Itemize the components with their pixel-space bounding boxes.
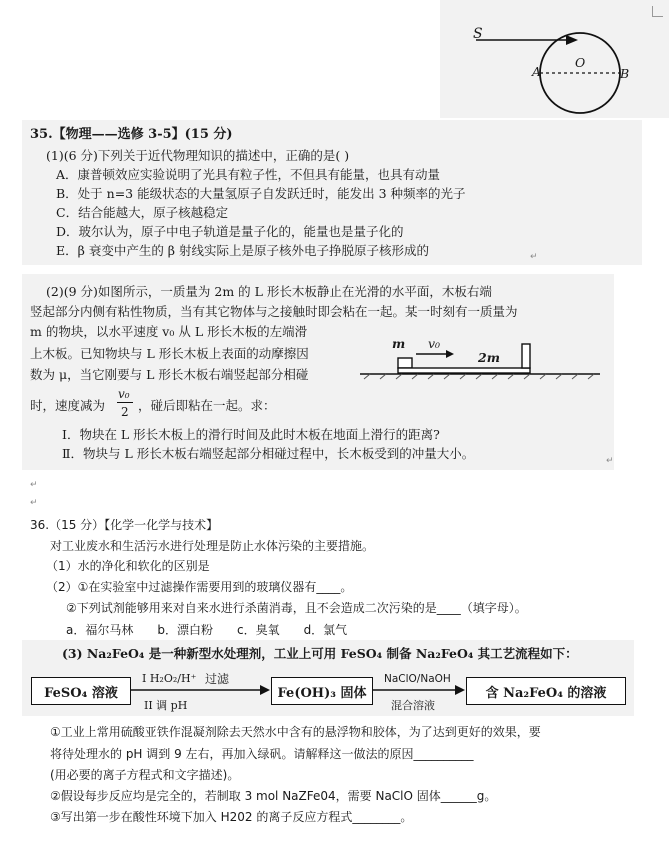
- label-b: B: [620, 66, 630, 81]
- flow-box-na2feo4: 含 Na₂FeO₄ 的溶液: [466, 677, 626, 705]
- q35-p2-line6a: 时，速度减为: [30, 398, 106, 413]
- q35-option-a: A．康普顿效应实验说明了光具有粒子性，不但具有能量，也具有动量: [56, 167, 441, 182]
- flow-arrow-2-head: [455, 685, 465, 695]
- q36-3c: ③写出第一步在酸性环境下加入 H202 的离子反应方程式________。: [50, 810, 413, 824]
- q35-sub2: Ⅱ．物块与 L 形长木板右端竖起部分相碰过程中，长木板受到的冲量大小。: [62, 446, 475, 461]
- q35-frac-num: v₀: [118, 387, 130, 401]
- fig-label-v0: v₀: [428, 336, 441, 351]
- q35-sub1: Ⅰ．物块在 L 形长木板上的滑行时间及此时木板在地面上滑行的距离?: [62, 427, 440, 442]
- q35-p1-intro: (1)(6 分)下列关于近代物理知识的描述中，正确的是( ): [46, 148, 350, 163]
- page-corner-mark: [652, 6, 663, 17]
- q36-p2b: ②下列试剂能够用来对自来水进行杀菌消毒，且不会造成二次污染的是____（填字母）。: [66, 601, 527, 615]
- q35-option-d: D．玻尔认为，原子中电子轨道是量子化的，能量也是量子化的: [56, 224, 404, 239]
- q36-p2: （2）①在实验室中过滤操作需要用到的玻璃仪器有____。: [46, 580, 353, 594]
- q36-3a-line1: ①工业上常用硫酸亚铁作混凝剂除去天然水中含有的悬浮物和胶体，为了达到更好的效果，要: [50, 725, 541, 739]
- flow-step2-bottom: 混合溶液: [391, 699, 435, 712]
- q35-p2-line4: 上木板。已知物块与 L 形长木板上表面的动摩擦因: [30, 346, 309, 361]
- label-o: O: [575, 55, 586, 70]
- flow-step1-top: I H₂O₂/H⁺: [142, 672, 197, 685]
- fig-label-2m: 2m: [478, 350, 500, 365]
- q35-frac-den: 2: [121, 405, 129, 419]
- flow-step-filter: 过滤: [205, 672, 230, 686]
- paragraph-mark: ↵: [530, 252, 538, 262]
- q35-p2-line6b: ，碰后即粘在一起。求：: [138, 398, 276, 413]
- q35-option-e: E．β 衰变中产生的 β 射线实际上是原子核外电子挣脱原子核形成的: [56, 243, 429, 258]
- flow-arrow-1-head: [260, 685, 270, 695]
- flow-box-feso4: FeSO₄ 溶液: [31, 677, 131, 705]
- q35-p2-line2: 竖起部分内侧有粘性物质，当有其它物体与之接触时即会粘在一起。某一时刻有一质量为: [30, 304, 518, 319]
- paragraph-mark: ↵: [606, 456, 614, 466]
- q35-p2-line1: (2)(9 分)如图所示，一质量为 2m 的 L 形长木板静止在光滑的水平面，木板右端: [46, 284, 492, 299]
- label-s: S: [473, 26, 483, 42]
- q36-intro: 对工业废水和生活污水进行处理是防止水体污染的主要措施。: [50, 539, 375, 553]
- q36-3a-line2: 将待处理水的 pH 调到 9 左右，再加入绿矾。请解释这一做法的原因__________: [50, 747, 474, 761]
- q35-header: 35.【物理——选修 3-5】(15 分): [30, 127, 233, 142]
- paragraph-mark: ↵: [30, 498, 38, 508]
- paragraph-mark: ↵: [30, 480, 38, 490]
- flow-step2-top: NaClO/NaOH: [384, 673, 451, 685]
- q36-p1: （1）水的净化和软化的区别是: [46, 559, 210, 573]
- q36-options: a．福尔马林 b．漂白粉 c．臭氧 d．氯气: [66, 623, 348, 637]
- q36-3b: ②假设每步反应均是完全的，若制取 3 mol NaZFe04，需要 NaClO 固体______g。: [50, 789, 497, 803]
- q35-p2-line3: m 的物块，以水平速度 v₀ 从 L 形长木板的左端滑: [30, 324, 308, 339]
- q36-p3: (3) Na₂FeO₄ 是一种新型水处理剂，工业上可用 FeSO₄ 制备 Na₂FeO₄ 其工艺流程如下：: [62, 646, 578, 661]
- fig-label-m: m: [392, 336, 406, 351]
- q35-option-c: C．结合能越大，原子核越稳定: [56, 205, 229, 220]
- q36-3a-line3: (用必要的离子方程式和文字描述)。: [50, 768, 240, 782]
- flow-step1-bottom: II 调 pH: [144, 699, 188, 712]
- flow-box-feoh3: Fe(OH)₃ 固体: [271, 677, 373, 705]
- q35-p2-line5: 数为 μ，当它刚要与 L 形长木板右端竖起部分相碰: [30, 367, 309, 382]
- q36-header: 36.（15 分）【化学一化学与技术】: [30, 518, 219, 532]
- q35-option-b: B．处于 n=3 能级状态的大量氢原子自发跃迁时，能发出 3 种频率的光子: [56, 186, 466, 201]
- label-a: A: [532, 64, 542, 79]
